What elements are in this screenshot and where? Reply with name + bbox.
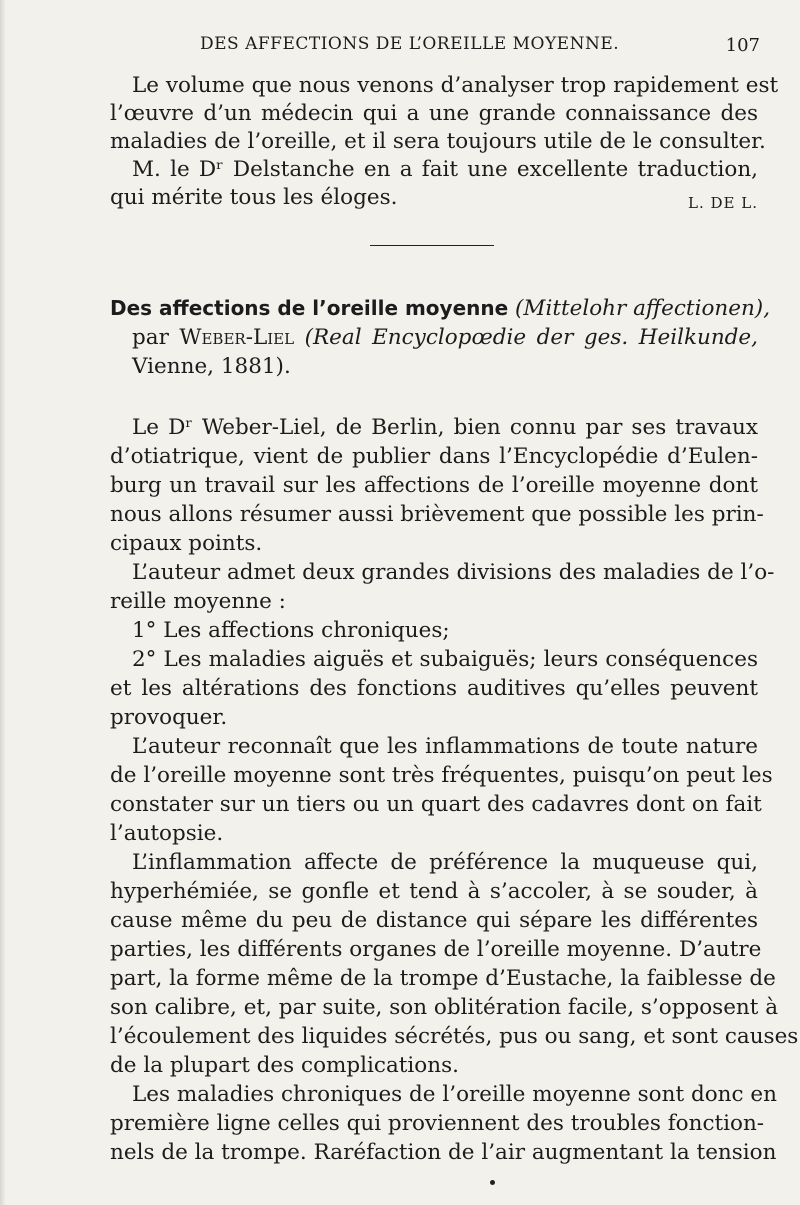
- text-line: et les altérations des fonctions auditives qu’elles peuvent: [110, 676, 758, 701]
- text-line: part, la forme même de la trompe d’Eustache, la faiblesse de: [110, 966, 776, 991]
- review-signature: L. DE L.: [688, 194, 758, 212]
- text-line: Les maladies chroniques de l’oreille moyenne sont donc en: [132, 1082, 777, 1107]
- article-source: (Real Encyclopœdie der ges. Heilkunde,: [304, 325, 758, 350]
- text-line: hyperhémiée, se gonfle et tend à s’accoler, à se souder, à: [110, 879, 758, 904]
- text-line: burg un travail sur les affections de l’oreille moyenne dont: [110, 473, 758, 498]
- article-byline: [132, 324, 758, 352]
- text-line: son calibre, et, par suite, son oblitération facile, s’opposent à: [110, 995, 779, 1020]
- text-line: d’otiatrique, vient de publier dans l’Encyclopédie d’Eulen-: [110, 444, 758, 469]
- text-line: l’œuvre d’un médecin qui a une grande connaissance des: [110, 101, 758, 126]
- text-line: l’autopsie.: [110, 821, 224, 846]
- text-line: L’auteur admet deux grandes divisions des maladies de l’o-: [132, 560, 775, 585]
- page-number: 107: [725, 35, 760, 56]
- text-line: nous allons résumer aussi brièvement que possible les prin-: [110, 502, 764, 527]
- text-line: Le volume que nous venons d’analyser trop rapidement est: [132, 73, 779, 98]
- text-line: de la plupart des complications.: [110, 1053, 459, 1078]
- section-divider: [370, 245, 494, 246]
- review-last-line: [110, 184, 758, 212]
- running-head: DES AFFECTIONS DE L’OREILLE MOYENNE.: [200, 34, 620, 54]
- text-line: qui mérite tous les éloges.: [110, 185, 398, 210]
- text-line: L’auteur reconnaît que les inflammations de toute nature: [132, 734, 758, 759]
- text-line: M. le Dʳ Delstanche en a fait une excellente traduction,: [132, 157, 758, 182]
- page-gutter-shadow: [0, 0, 6, 1205]
- text-line: l’écoulement des liquides sécrétés, pus ou sang, et sont causes: [110, 1024, 799, 1049]
- text-line: parties, les différents organes de l’oreille moyenne. D’autre: [110, 937, 762, 962]
- text-line: première ligne celles qui proviennent des troubles fonction-: [110, 1111, 765, 1136]
- print-dot: [490, 1180, 495, 1185]
- article-author: Weber-Liel: [179, 325, 295, 350]
- list-item: 1° Les affections chroniques;: [132, 618, 450, 643]
- text-line: L’inflammation affecte de préférence la muqueuse qui,: [132, 850, 758, 875]
- list-item: 2° Les maladies aiguës et subaiguës; leurs conséquences: [132, 647, 758, 672]
- text-line: nels de la trompe. Raréfaction de l’air augmentant la tension: [110, 1140, 777, 1165]
- text-line: maladies de l’oreille, et il sera toujours utile de le consulter.: [110, 129, 766, 154]
- article-title-main: Des affections de l’oreille moyenne: [110, 296, 509, 320]
- article-title-german: (Mittelohr affectionen),: [515, 296, 771, 321]
- text-line: de l’oreille moyenne sont très fréquentes, puisqu’on peut les: [110, 763, 773, 788]
- byline-end: Vienne, 1881).: [132, 354, 291, 379]
- text-line: cause même du peu de distance qui sépare les différentes: [110, 908, 758, 933]
- text-line: provoquer.: [110, 705, 228, 730]
- text-line: Le Dʳ Weber-Liel, de Berlin, bien connu par ses travaux: [132, 415, 758, 440]
- article-title: [110, 294, 771, 322]
- page-header: [200, 34, 760, 60]
- text-line: cipaux points.: [110, 531, 263, 556]
- byline-prefix: par: [132, 325, 169, 350]
- text-line: constater sur un tiers ou un quart des cadavres dont on fait: [110, 792, 762, 817]
- text-line: reille moyenne :: [110, 589, 286, 614]
